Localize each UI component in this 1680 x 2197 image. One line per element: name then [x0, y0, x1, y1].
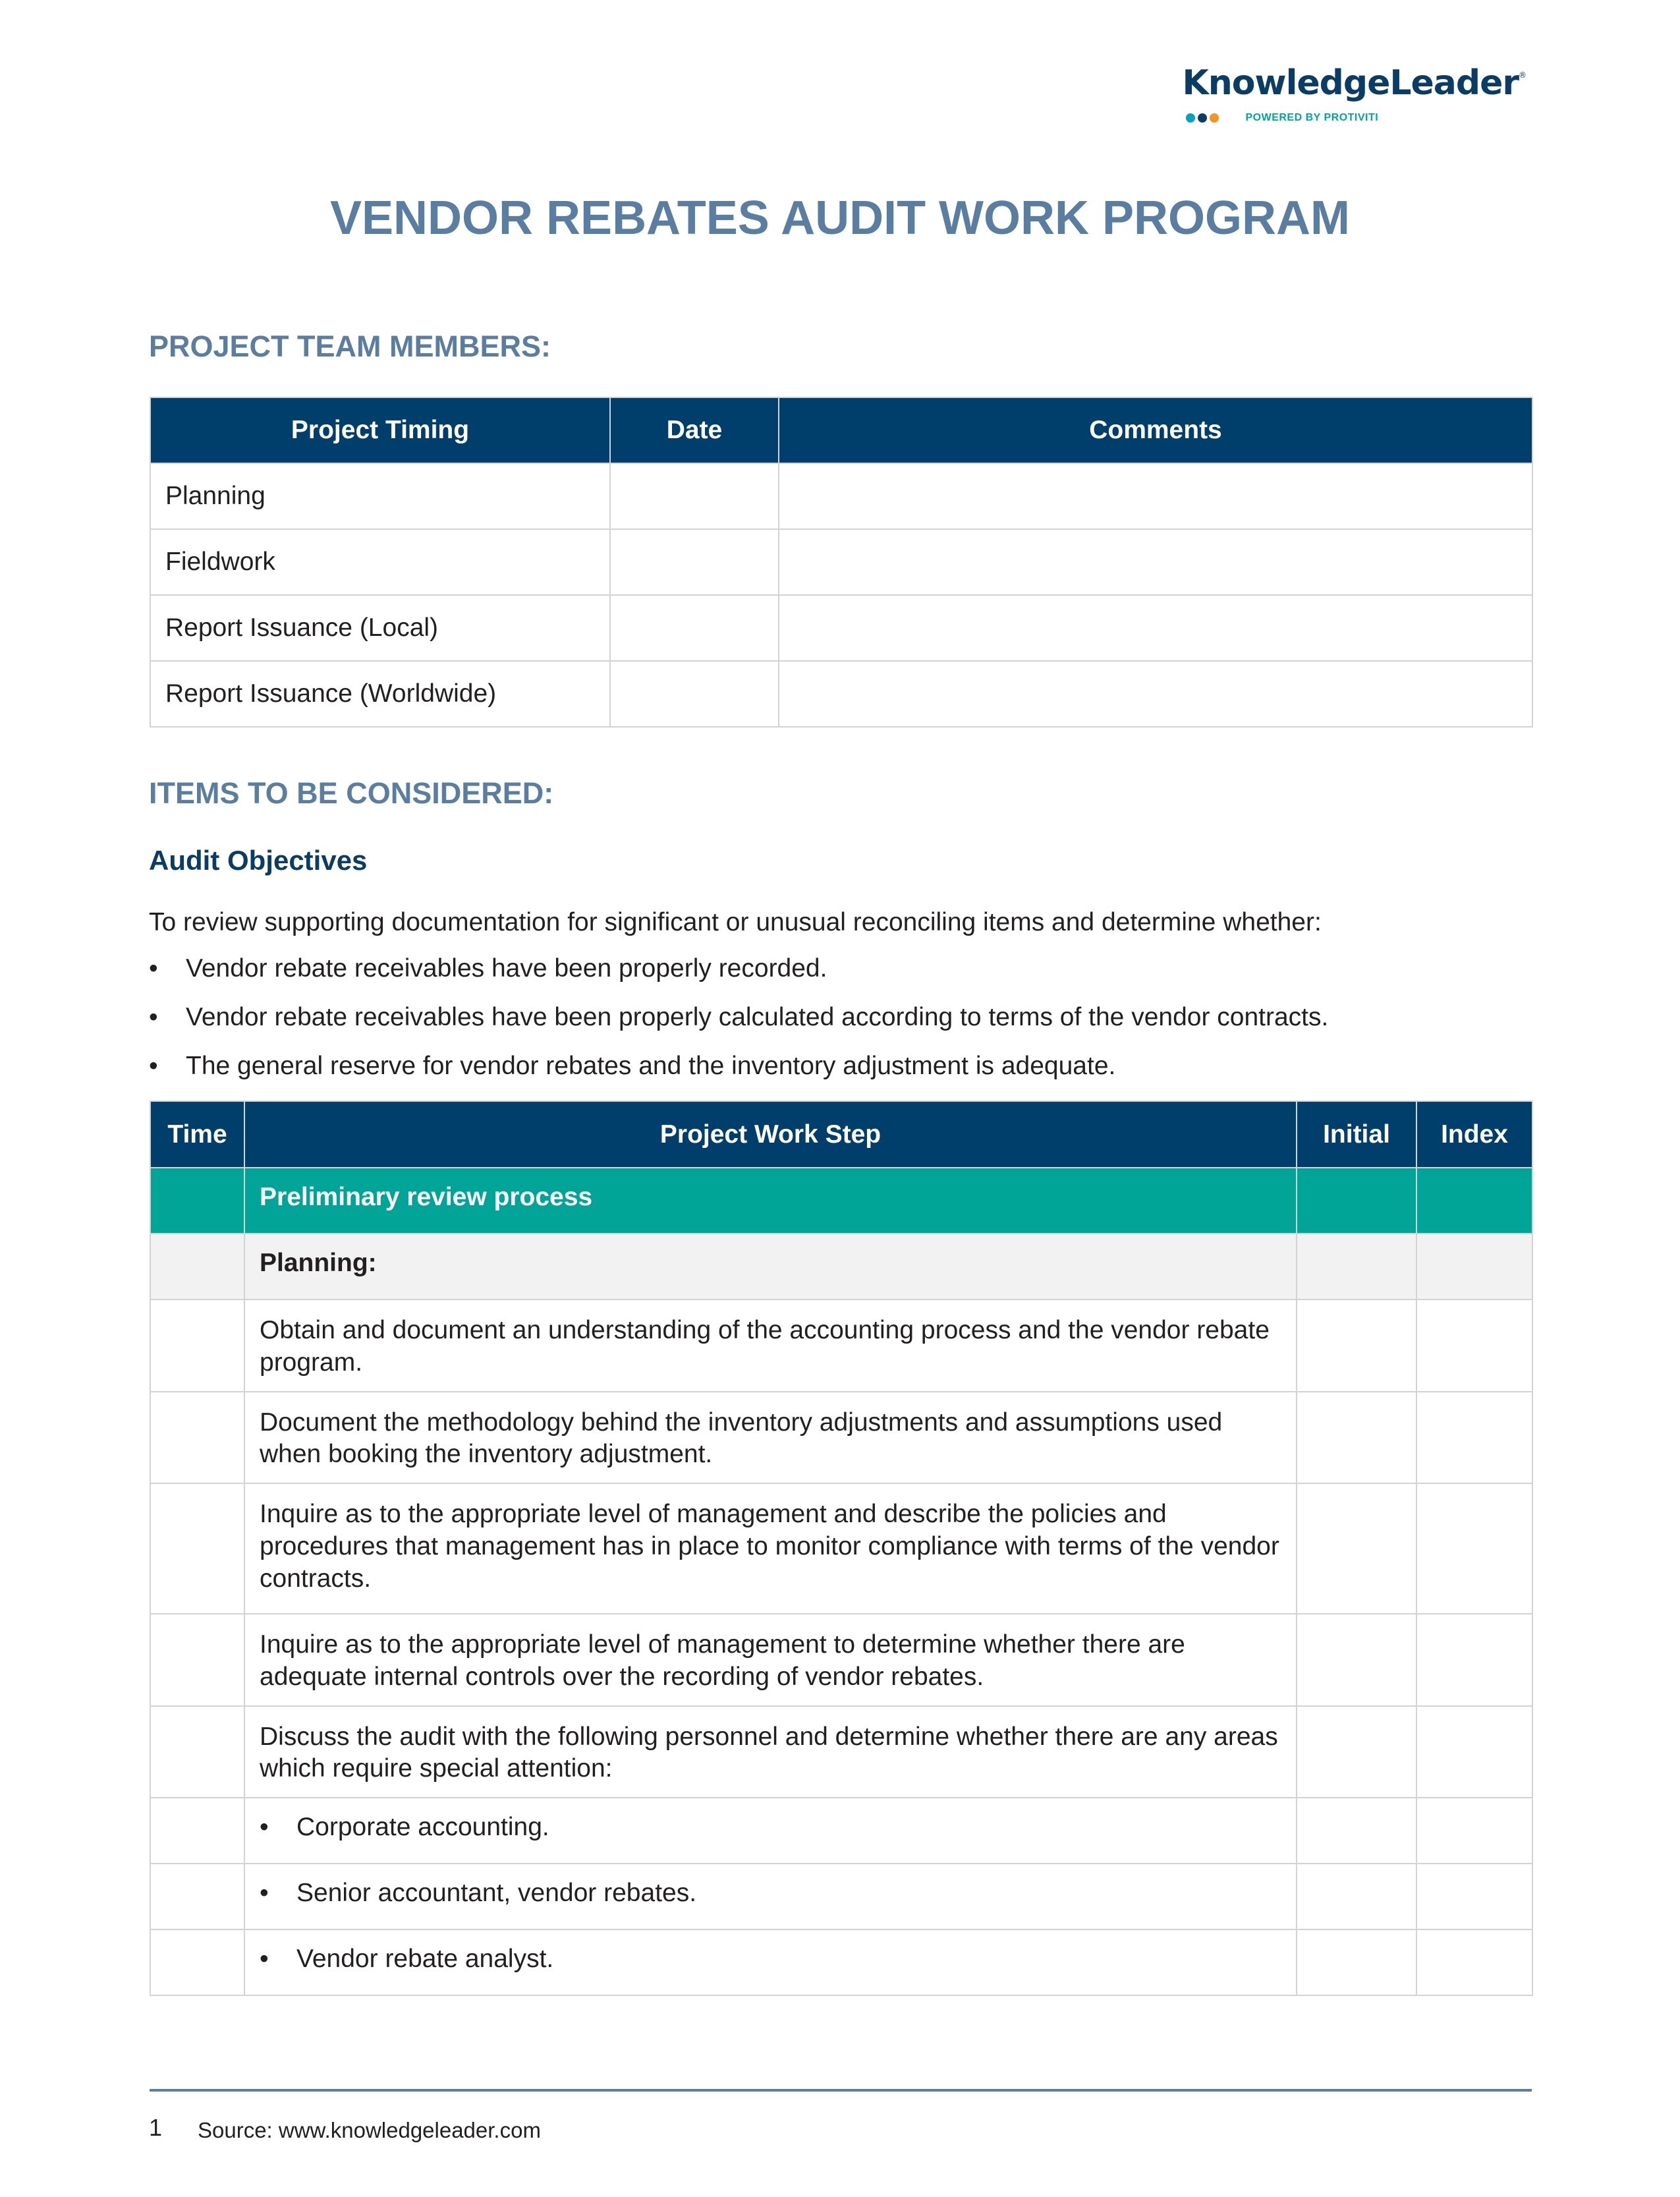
initial-cell[interactable] [1297, 1483, 1416, 1614]
index-cell[interactable] [1416, 1234, 1532, 1299]
bullet: • [260, 1945, 269, 1973]
index-cell[interactable] [1416, 1929, 1532, 1995]
index-cell[interactable] [1416, 1168, 1532, 1234]
table-row [150, 1614, 1532, 1706]
table-header-row [150, 397, 1532, 463]
objective-text: The general reserve for vendor rebates and the inventory adjustment is adequate. [186, 1052, 1116, 1080]
table-header-row [150, 1101, 1532, 1168]
time-cell[interactable] [150, 1929, 244, 1995]
date-cell[interactable] [610, 529, 779, 595]
time-cell[interactable] [150, 1798, 244, 1864]
time-cell[interactable] [150, 1864, 244, 1929]
source-text: Source: www.knowledgeleader.com [198, 2118, 541, 2142]
column-header: Project Timing [150, 397, 610, 463]
personnel-text: Vendor rebate analyst. [296, 1945, 554, 1973]
timing-label: Report Issuance (Worldwide) [150, 661, 610, 727]
column-header: Index [1416, 1101, 1532, 1168]
personnel-item [244, 1929, 1297, 1995]
table-row [150, 1299, 1532, 1392]
time-cell[interactable] [150, 1706, 244, 1798]
document-title: VENDOR REBATES AUDIT WORK PROGRAM [330, 192, 1350, 244]
table-row [150, 1483, 1532, 1614]
comments-cell[interactable] [779, 463, 1532, 529]
bullet: • [260, 1813, 269, 1841]
work-program-table [150, 1100, 1533, 1996]
list-item [149, 1003, 1328, 1052]
logo-dots-icon [1186, 113, 1219, 123]
work-step: Inquire as to the appropriate level of management to determine whether there are adequate internal controls over the recording of vendor rebates. [244, 1614, 1297, 1706]
group-row [150, 1168, 1532, 1234]
column-header: Date [610, 397, 779, 463]
index-cell[interactable] [1416, 1798, 1532, 1864]
logo-name: KnowledgeLeader [1182, 63, 1519, 103]
team-section-heading: PROJECT TEAM MEMBERS: [149, 329, 551, 363]
table-row [150, 595, 1532, 661]
time-cell[interactable] [150, 1234, 244, 1299]
items-section-heading: ITEMS TO BE CONSIDERED: [149, 776, 554, 810]
column-header: Time [150, 1101, 244, 1168]
project-timing-table [150, 397, 1533, 728]
list-item [149, 954, 1328, 1003]
column-header: Initial [1297, 1101, 1416, 1168]
column-header: Comments [779, 397, 1532, 463]
initial-cell[interactable] [1297, 1864, 1416, 1929]
personnel-text: Corporate accounting. [296, 1813, 549, 1841]
initial-cell[interactable] [1297, 1392, 1416, 1484]
personnel-text: Senior accountant, vendor rebates. [296, 1879, 697, 1907]
registered-mark: ® [1519, 71, 1526, 80]
bullet: • [149, 1003, 158, 1031]
timing-label: Fieldwork [150, 529, 610, 595]
initial-cell[interactable] [1297, 1299, 1416, 1392]
logo-dot [1198, 113, 1207, 123]
time-cell[interactable] [150, 1299, 244, 1392]
column-header: Project Work Step [244, 1101, 1297, 1168]
table-row [150, 1864, 1532, 1929]
bullet: • [149, 954, 158, 983]
index-cell[interactable] [1416, 1614, 1532, 1706]
objectives-intro: To review supporting documentation for significant or unusual reconciling items and determine whether: [149, 908, 1322, 936]
initial-cell[interactable] [1297, 1234, 1416, 1299]
date-cell[interactable] [610, 661, 779, 727]
logo-dot [1210, 113, 1219, 123]
index-cell[interactable] [1416, 1299, 1532, 1392]
page-number: 1 [149, 2114, 163, 2141]
initial-cell[interactable] [1297, 1706, 1416, 1798]
index-cell[interactable] [1416, 1483, 1532, 1614]
table-row [150, 529, 1532, 595]
initial-cell[interactable] [1297, 1798, 1416, 1864]
table-row [150, 661, 1532, 727]
personnel-item [244, 1798, 1297, 1864]
group-label: Preliminary review process [244, 1168, 1297, 1234]
personnel-item [244, 1864, 1297, 1929]
time-cell[interactable] [150, 1614, 244, 1706]
objective-text: Vendor rebate receivables have been properly calculated according to terms of the vendor contracts. [186, 1003, 1329, 1031]
table-row [150, 463, 1532, 529]
index-cell[interactable] [1416, 1392, 1532, 1484]
work-step: Inquire as to the appropriate level of management and describe the policies and procedures that management has in place to monitor compliance with terms of the vendor contracts. [244, 1483, 1297, 1614]
subgroup-row [150, 1234, 1532, 1299]
timing-label: Planning [150, 463, 610, 529]
table-row [150, 1929, 1532, 1995]
timing-label: Report Issuance (Local) [150, 595, 610, 661]
logo-tagline: POWERED BY PROTIVITI [1245, 112, 1379, 123]
objectives-list [149, 954, 1328, 1100]
work-step: Obtain and document an understanding of the accounting process and the vendor rebate program. [244, 1299, 1297, 1392]
audit-objectives-heading: Audit Objectives [149, 845, 368, 876]
time-cell[interactable] [150, 1168, 244, 1234]
work-step: Discuss the audit with the following personnel and determine whether there are any areas which require special attention: [244, 1706, 1297, 1798]
initial-cell[interactable] [1297, 1614, 1416, 1706]
table-row [150, 1392, 1532, 1484]
footer-divider [150, 2089, 1532, 2092]
time-cell[interactable] [150, 1483, 244, 1614]
date-cell[interactable] [610, 463, 779, 529]
objective-text: Vendor rebate receivables have been properly recorded. [186, 954, 827, 983]
time-cell[interactable] [150, 1392, 244, 1484]
list-item [149, 1052, 1328, 1100]
index-cell[interactable] [1416, 1706, 1532, 1798]
knowledgeleader-logo [1182, 63, 1526, 124]
work-step: Document the methodology behind the inventory adjustments and assumptions used when booking the inventory adjustment. [244, 1392, 1297, 1484]
comments-cell[interactable] [779, 529, 1532, 595]
bullet: • [260, 1879, 269, 1907]
initial-cell[interactable] [1297, 1168, 1416, 1234]
comments-cell[interactable] [779, 595, 1532, 661]
subgroup-label: Planning: [244, 1234, 1297, 1299]
bullet: • [149, 1052, 158, 1080]
logo-dot [1186, 113, 1195, 123]
date-cell[interactable] [610, 595, 779, 661]
index-cell[interactable] [1416, 1864, 1532, 1929]
table-row [150, 1706, 1532, 1798]
comments-cell[interactable] [779, 661, 1532, 727]
table-row [150, 1798, 1532, 1864]
initial-cell[interactable] [1297, 1929, 1416, 1995]
